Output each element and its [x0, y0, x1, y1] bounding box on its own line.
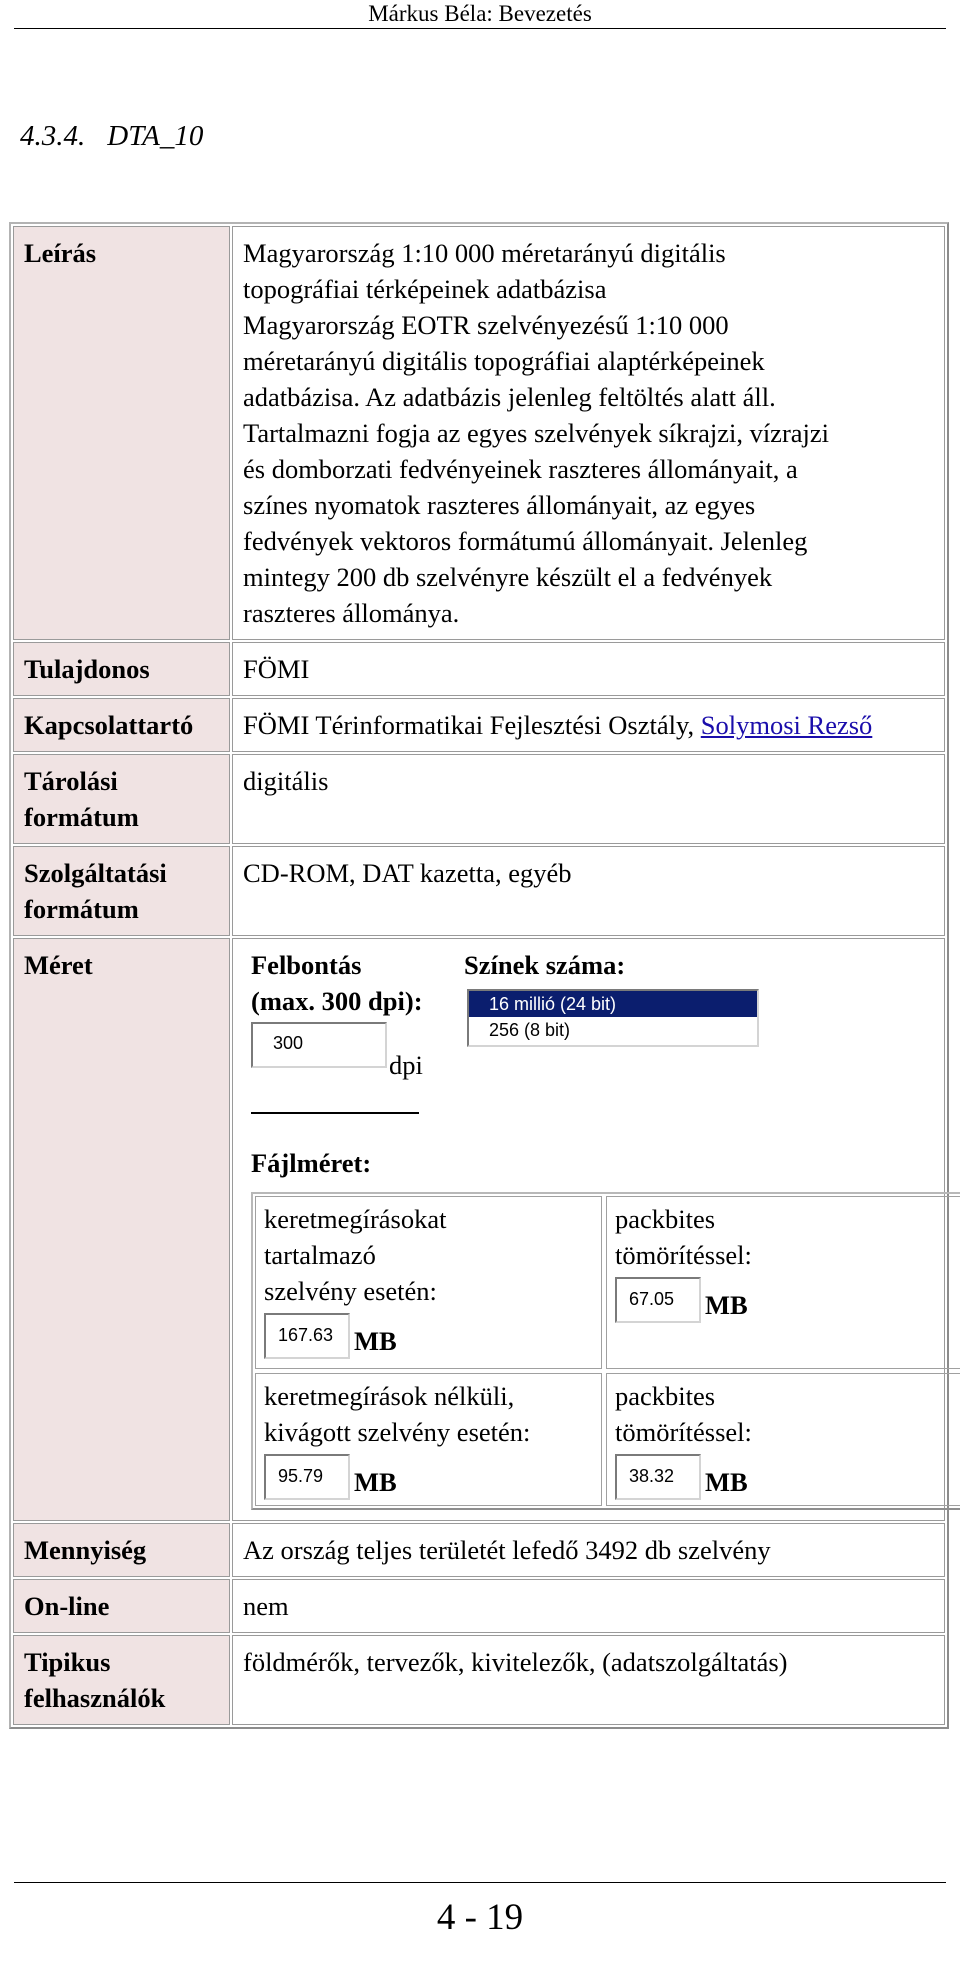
row-tipikus [13, 1635, 945, 1725]
contact-org: FÖMI Térinformatikai Fejlesztési Osztály, [243, 710, 701, 740]
filesize-framed-cell [255, 1196, 602, 1369]
row-mennyiseg [13, 1523, 945, 1577]
section-heading [20, 120, 203, 153]
filesize-label: Fájlméret: [251, 1148, 372, 1178]
label-tulajdonos: Tulajdonos [13, 642, 230, 696]
unframed-packbits-line-2: tömörítéssel: [615, 1417, 752, 1447]
section-title: DTA_10 [107, 120, 204, 152]
value-mennyiseg: Az ország teljes területét lefedő 3492 db szelvény [232, 1523, 945, 1577]
label-szolgaltatasi [13, 846, 230, 936]
description-line: és domborzati fedvényeinek raszteres állományait, a [243, 454, 798, 484]
color-count-select[interactable] [467, 989, 759, 1047]
framed-line-3: szelvény esetén: [264, 1276, 437, 1306]
description-line: adatbázisa. Az adatbázis jelenleg feltöltés alatt áll. [243, 382, 776, 412]
label-tipikus [13, 1635, 230, 1725]
framed-packbits-line-1: packbites [615, 1204, 716, 1234]
unframed-packbits-line-1: packbites [615, 1381, 716, 1411]
label-szolgaltatasi-line2: formátum [24, 894, 139, 924]
filesize-unframed-cell [255, 1373, 602, 1506]
row-tarolasi [13, 754, 945, 844]
header-title: Márkus Béla: Bevezetés [368, 1, 592, 26]
label-tipikus-line1: Tipikus [24, 1647, 111, 1677]
row-kapcsolattarto [13, 698, 945, 752]
row-meret [13, 938, 945, 1521]
value-meret [232, 938, 945, 1521]
description-line: fedvények vektoros formátumú állományait. Jelenleg [243, 526, 808, 556]
label-szolgaltatasi-line1: Szolgáltatási [24, 858, 167, 888]
framed-line-1: keretmegírásokat [264, 1204, 447, 1234]
framed-size-input[interactable]: 167.63 [264, 1313, 350, 1359]
contact-person-link[interactable]: Solymosi Rezső [700, 710, 873, 740]
framed-description [264, 1201, 446, 1309]
description-line: raszteres állománya. [243, 598, 460, 628]
description-line: Magyarország EOTR szelvényezésű 1:10 000 [243, 310, 729, 340]
value-kapcsolattarto [232, 698, 945, 752]
label-kapcsolattarto: Kapcsolattartó [13, 698, 230, 752]
unframed-line-2: kivágott szelvény esetén: [264, 1417, 531, 1447]
filesize-unframed-packbits-cell [606, 1373, 960, 1506]
colors-label: Színek száma: [464, 950, 626, 980]
framed-packbits-size-unit: MB [705, 1290, 748, 1320]
framed-packbits-size-input[interactable]: 67.05 [615, 1277, 701, 1323]
label-leiras: Leírás [13, 226, 230, 640]
description-line: méretarányú digitális topográfiai alaptérképeinek [243, 346, 765, 376]
resolution-input[interactable]: 300 [251, 1022, 387, 1068]
row-leiras [13, 226, 945, 640]
value-leiras [232, 226, 945, 640]
unframed-packbits-size-unit: MB [705, 1467, 748, 1497]
description-text [243, 235, 936, 631]
unframed-packbits-size-input[interactable]: 38.32 [615, 1454, 701, 1500]
page-header [14, 0, 946, 29]
value-tulajdonos: FÖMI [232, 642, 945, 696]
filesize-framed-packbits-cell [606, 1196, 960, 1369]
label-meret: Méret [13, 938, 230, 1521]
label-tarolasi [13, 754, 230, 844]
framed-packbits-description [615, 1201, 752, 1273]
label-tarolasi-line2: formátum [24, 802, 139, 832]
color-option-24bit[interactable]: 16 millió (24 bit) [469, 991, 757, 1017]
description-line: színes nyomatok raszteres állományait, az egyes [243, 490, 756, 520]
resolution-label-line1: Felbontás [251, 950, 362, 980]
value-tarolasi: digitális [232, 754, 945, 844]
divider-line [251, 1112, 419, 1114]
footer-rule [14, 1882, 946, 1883]
metadata-table [9, 222, 949, 1729]
description-line: mintegy 200 db szelvényre készült el a fedvények [243, 562, 773, 592]
value-szolgaltatasi: CD-ROM, DAT kazetta, egyéb [232, 846, 945, 936]
resolution-unit: dpi [389, 1050, 423, 1080]
unframed-packbits-description [615, 1378, 752, 1450]
page-number: 4 - 19 [436, 1897, 524, 1938]
row-online [13, 1579, 945, 1633]
label-tarolasi-line1: Tárolási [24, 766, 118, 796]
framed-line-2: tartalmazó [264, 1240, 376, 1270]
value-online: nem [232, 1579, 945, 1633]
description-line: topográfiai térképeinek adatbázisa [243, 274, 607, 304]
framed-size-unit: MB [354, 1326, 397, 1356]
resolution-label [251, 947, 423, 1019]
size-form [243, 947, 936, 1512]
section-number: 4.3.4. [20, 120, 86, 152]
row-tulajdonos [13, 642, 945, 696]
label-mennyiseg: Mennyiség [13, 1523, 230, 1577]
label-online: On-line [13, 1579, 230, 1633]
unframed-size-unit: MB [354, 1467, 397, 1497]
resolution-label-line2: (max. 300 dpi): [251, 986, 423, 1016]
filesize-table [251, 1192, 960, 1510]
color-option-8bit[interactable]: 256 (8 bit) [489, 1020, 571, 1040]
label-tipikus-line2: felhasználók [24, 1683, 166, 1713]
unframed-line-1: keretmegírások nélküli, [264, 1381, 515, 1411]
unframed-size-input[interactable]: 95.79 [264, 1454, 350, 1500]
unframed-description [264, 1378, 530, 1450]
framed-packbits-line-2: tömörítéssel: [615, 1240, 752, 1270]
description-line: Magyarország 1:10 000 méretarányú digitális [243, 238, 726, 268]
description-line: Tartalmazni fogja az egyes szelvények síkrajzi, vízrajzi [243, 418, 830, 448]
row-szolgaltatasi [13, 846, 945, 936]
value-tipikus: földmérők, tervezők, kivitelezők, (adatszolgáltatás) [232, 1635, 945, 1725]
